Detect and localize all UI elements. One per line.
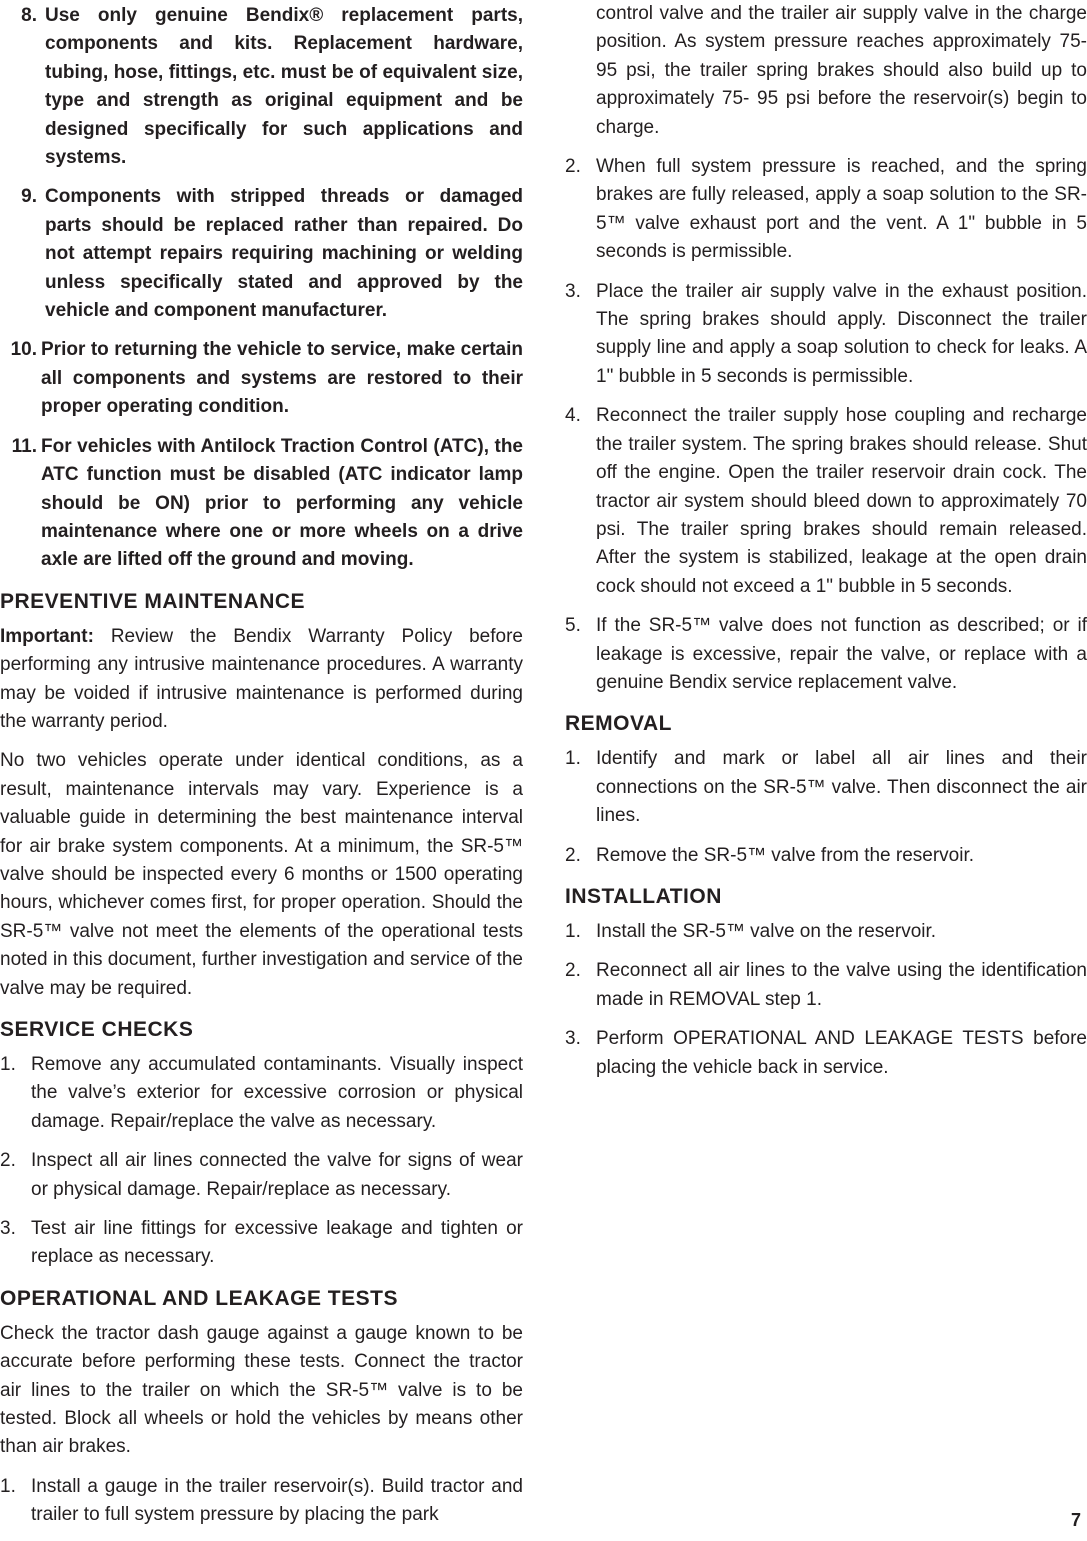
section-heading: INSTALLATION bbox=[565, 884, 722, 908]
list-item: 3. Place the trailer air supply valve in the exhaust position. The spring brakes should apply. Disconnect the trailer supply line and apply a soap solution to check for leaks. A 1" bubble in 5 seconds is permissible. bbox=[565, 280, 1087, 387]
paragraph: Check the tractor dash gauge against a gauge known to be accurate before performing these tests. Connect the tractor air lines to the trailer on which the SR-5™ valve is to be tested. Block all wheels or hold the vehicles by means other than air brakes. bbox=[0, 1322, 523, 1458]
important-note: Important: Review the Bendix Warranty Policy before performing any intrusive maintenance procedures. A warranty may be voided if intrusive maintenance is performed during the warranty period. bbox=[0, 625, 523, 732]
list-item: 3. Perform OPERATIONAL AND LEAKAGE TESTS before placing the vehicle back in service. bbox=[565, 1028, 1087, 1078]
list-item: 2. Inspect all air lines connected the valve for signs of wear or physical damage. Repair/replace as necessary. bbox=[0, 1150, 523, 1200]
list-item: 10. Prior to returning the vehicle to service, make certain all components and systems are restored to their proper operating condition. bbox=[10, 339, 523, 418]
list-item: 5. If the SR-5™ valve does not function as described; or if leakage is excessive, repair the valve, or replace with a genuine Bendix service replacement valve. bbox=[565, 615, 1087, 693]
list-item: 1. Identify and mark or label all air lines and their connections on the SR-5™ valve. Then disconnect the air lines. bbox=[565, 748, 1087, 827]
left-column bbox=[0, 0, 523, 1541]
continued-list-text: control valve and the trailer air supply valve in the charge position. As system pressure reaches approximately 75-95 psi, the trailer spring brakes should also build up to approximately 75- 95 psi before the reservoir(s) begin to charge. bbox=[596, 3, 1087, 138]
list-item: 9. Components with stripped threads or damaged parts should be replaced rather than repaired. Do not attempt repairs requiring machining or welding unless specifically stated and approved by the vehicle and component manufacturer. bbox=[21, 186, 523, 322]
page-number: 7 bbox=[1070, 1510, 1081, 1530]
list-item: 2. Reconnect all air lines to the valve using the identification made in REMOVAL step 1. bbox=[565, 960, 1087, 1010]
right-column bbox=[565, 0, 1087, 1093]
list-item: 1. Install a gauge in the trailer reservoir(s). Build tractor and trailer to full system pressure by placing the park bbox=[0, 1475, 523, 1526]
list-item: 3. Test air line fittings for excessive leakage and tighten or replace as necessary. bbox=[0, 1218, 523, 1268]
list-item: 2. When full system pressure is reached, and the spring brakes are fully released, apply a soap solution to the SR-5™ valve exhaust port and the vent. A 1" bubble in 5 seconds is permissible. bbox=[565, 156, 1087, 263]
list-item: 2. Remove the SR-5™ valve from the reservoir. bbox=[565, 844, 975, 866]
paragraph: No two vehicles operate under identical conditions, as a result, maintenance intervals may vary. Experience is a valuable guide in determining the best maintenance interval for air brake system components. At a minimum, the SR-5™ valve should be inspected every 6 months or 1500 operating hours, whichever comes first, for proper operation. Should the SR-5™ valve not meet the elements of the operational tests noted in this document, further investigation and service of the valve may be required. bbox=[0, 750, 523, 999]
section-heading: OPERATIONAL AND LEAKAGE TESTS bbox=[0, 1286, 398, 1310]
list-item: 8. Use only genuine Bendix® replacement parts, components and kits. Replacement hardware, tubing, hose, fittings, etc. must be of equivalent size, type and strength as original equipment and be designed specifically for such applications and systems. bbox=[21, 5, 523, 169]
list-item: 1. Remove any accumulated contaminants. Visually inspect the valve’s exterior for excessive corrosion or physical damage. Repair/replace the valve as necessary. bbox=[0, 1054, 523, 1132]
safety-list bbox=[0, 2, 523, 575]
section-heading: REMOVAL bbox=[565, 712, 672, 736]
section-heading: PREVENTIVE MAINTENANCE bbox=[0, 589, 306, 613]
list-item: 4. Reconnect the trailer supply hose coupling and recharge the trailer system. The spring brakes should release. Shut off the engine. Open the trailer reservoir drain cock. The tractor air system should bleed down to approximately 70 psi. The trailer spring brakes should remain released. After the system is stabilized, leakage at the open drain cock should not exceed a 1" bubble in 5 seconds. bbox=[565, 405, 1087, 597]
list-item: 11. For vehicles with Antilock Traction Control (ATC), the ATC function must be disabled (ATC indicator lamp should be ON) prior to performing any vehicle maintenance where one or more wheels on a drive axle are lifted off the ground and moving. bbox=[11, 435, 523, 571]
list-item: 1. Install the SR-5™ valve on the reservoir. bbox=[565, 920, 937, 942]
section-heading: SERVICE CHECKS bbox=[0, 1018, 194, 1041]
